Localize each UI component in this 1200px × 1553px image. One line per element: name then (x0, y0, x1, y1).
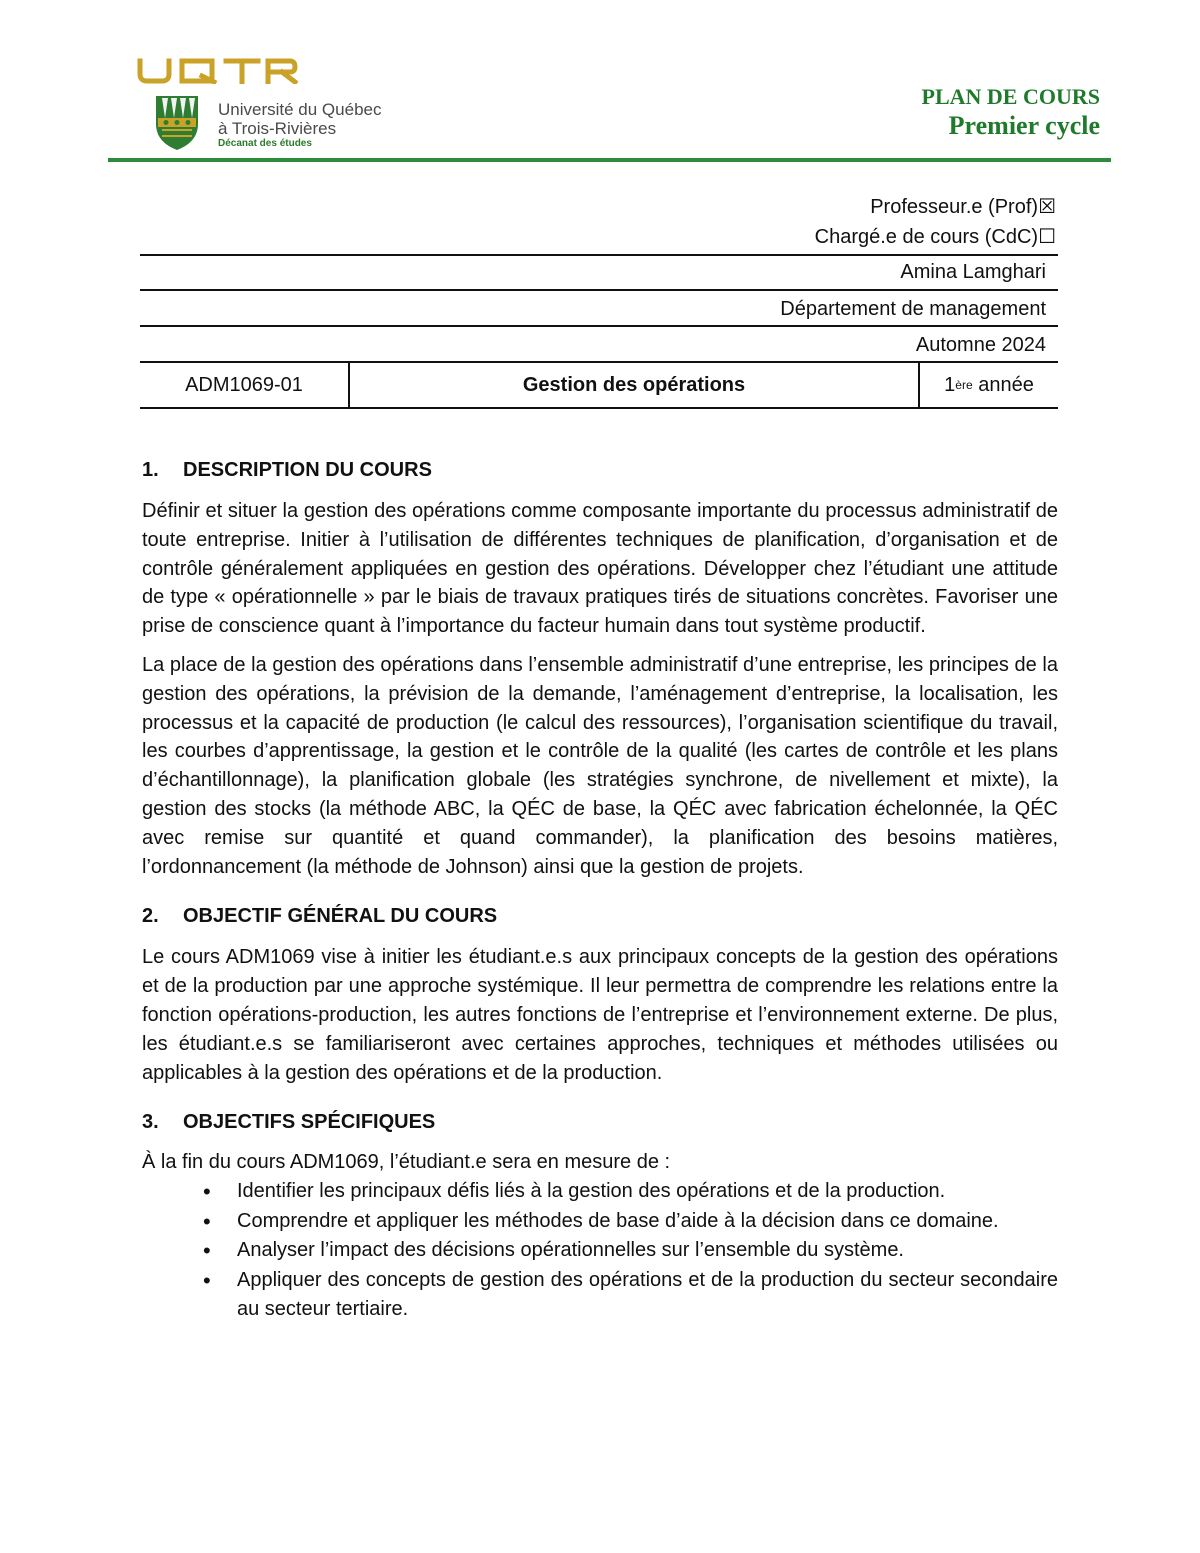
university-name (218, 100, 381, 138)
university-name-line1: Université du Québec (218, 100, 382, 119)
plan-title-block (922, 84, 1100, 142)
section-number: 2. (142, 905, 159, 928)
course-year (920, 363, 1058, 407)
course-row (140, 361, 1058, 409)
year-superscript: ère (955, 378, 973, 392)
role-cdc-checkbox[interactable]: ☐ (1038, 226, 1056, 248)
list-item: • Comprendre et appliquer les méthodes de base d’aide à la décision dans ce domaine. (237, 1207, 1058, 1237)
course-content (142, 455, 1058, 1325)
course-code: ADM1069-01 (140, 363, 350, 407)
role-cdc-line (140, 222, 1058, 252)
year-number: 1 (944, 373, 956, 396)
section-heading-specific-objectives (142, 1107, 1058, 1137)
year-word: année (978, 373, 1034, 396)
course-title: Gestion des opérations (350, 363, 920, 407)
section-heading-description (142, 455, 1058, 485)
university-crest-icon (154, 94, 200, 152)
uqtr-logo (136, 58, 436, 158)
instructor-name: Amina Lamghari (900, 261, 1046, 283)
section-number: 1. (142, 459, 159, 481)
list-item: • Identifier les principaux défis liés à la gestion des opérations et de la production. (237, 1177, 1058, 1207)
role-prof-label: Professeur.e (Prof) (870, 196, 1039, 218)
specific-objectives-intro: À la fin du cours ADM1069, l’étudiant.e sera en mesure de : (142, 1151, 671, 1174)
role-prof-line (140, 192, 1058, 222)
unit-name: Décanat des études (218, 138, 312, 149)
specific-objectives-list (142, 1177, 1058, 1325)
university-name-line2: à Trois-Rivières (218, 119, 337, 138)
list-item: • Appliquer des concepts de gestion des opérations et de la production du secteur secondaire au secteur tertiaire. (237, 1266, 1058, 1325)
list-item: • Analyser l’impact des décisions opérationnelles sur l’ensemble du système. (237, 1236, 1058, 1266)
department-name: Département de management (780, 298, 1046, 320)
general-objective-paragraph: Le cours ADM1069 vise à initier les étudiant.e.s aux principaux concepts de la gestion des opérations et de la production par une approche systémique. Il leur permettra de comprendre les relations entre la fonction opérations-production, les autres fonctions de l’entreprise et l’environnement externe. De plus, les étudiant.e.s se familiariseront avec certaines approches, techniques et méthodes utilisées ou applicables à la gestion des opérations et de la production. (142, 946, 1058, 1084)
section-title: OBJECTIFS SPÉCIFIQUES (183, 1111, 436, 1134)
term: Automne 2024 (915, 334, 1046, 356)
section-title: OBJECTIF GÉNÉRAL DU COURS (183, 905, 498, 928)
section-heading-general-objective (142, 901, 1058, 931)
section-title: DESCRIPTION DU COURS (183, 459, 432, 481)
uqtr-wordmark-icon (136, 58, 298, 84)
cycle-title: Premier cycle (948, 111, 1100, 140)
plan-title: PLAN DE COURS (921, 84, 1100, 109)
section-number: 3. (142, 1111, 159, 1134)
description-paragraph-1: Définir et situer la gestion des opérations comme composante importante du processus administratif de toute entreprise. Initier à l’utilisation de différentes techniques de planification, d’organisation et de contrôle généralement appliquées en gestion des opérations. Développer chez l’étudiant une attitude de type « opérationnelle » par le biais de travaux pratiques tirés de situations concrètes. Favoriser une prise de conscience quant à l’importance du facteur humain dans tout système productif. (142, 500, 1058, 638)
description-paragraph-2: La place de la gestion des opérations dans l’ensemble administratif d’une entreprise, les principes de la gestion des opérations, la prévision de la demande, l’aménagement d’entreprise, la localisation, les processus et la capacité de production (le calcul des ressources), l’organisation scientifique du travail, les courbes d’apprentissage, la gestion et le contrôle de la qualité (les cartes de contrôle et les plans d’échantillonnage), la planification globale (les stratégies synchrone, de nivellement et mixte), la gestion des stocks (la méthode ABC, la QÉC de base, la QÉC avec fabrication échelonnée, la QÉC avec remise sur quantité et quand commander), la planification des besoins matières, l’ordonnancement (la méthode de Johnson) ainsi que la gestion de projets. (142, 653, 1058, 878)
course-info-table (140, 192, 1058, 409)
header-divider (108, 158, 1111, 162)
role-cdc-label: Chargé.e de cours (CdC) (814, 226, 1039, 248)
role-prof-checkbox[interactable]: ☒ (1038, 196, 1056, 218)
